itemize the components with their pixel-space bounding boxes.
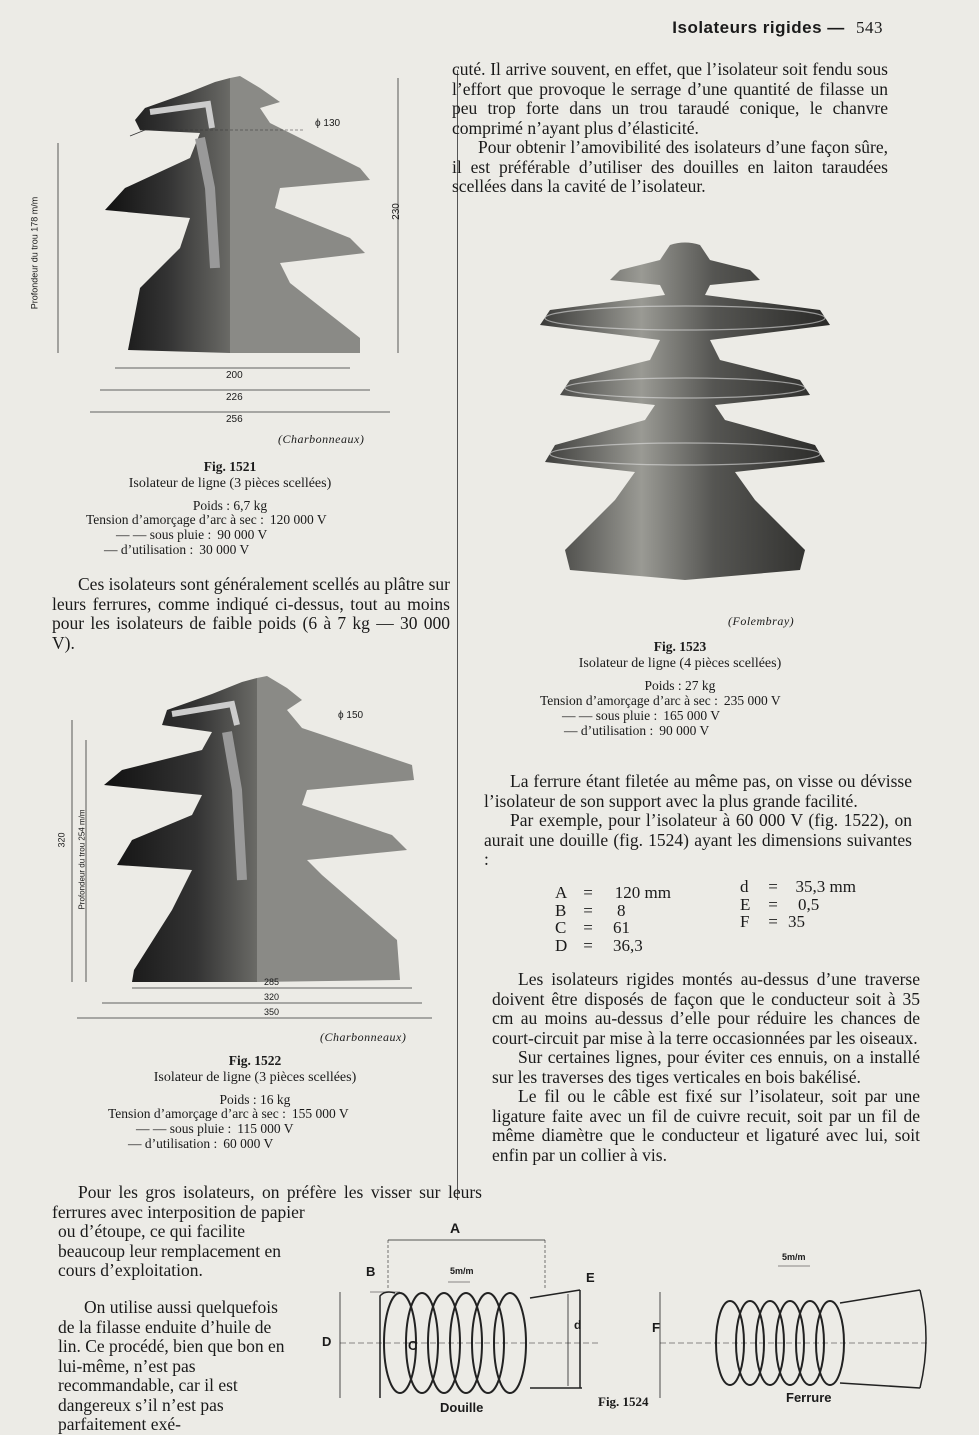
- header-title: Isolateurs rigides —: [672, 18, 845, 37]
- fig-1521-drawing: [29, 68, 420, 438]
- fig-1523-caption: [500, 638, 860, 694]
- spec-row: Tension d’amorçage d’arc à sec : 235 000 V: [540, 693, 781, 708]
- dimension-row: E = 0,5: [740, 894, 820, 914]
- insulator-photo-1523: [520, 240, 850, 610]
- dim-phi-1522: ϕ 150: [338, 710, 364, 721]
- fig-1522-spec: [108, 1106, 349, 1151]
- dim-depth-1521: Profondeur du trou 178 m/m: [29, 196, 40, 310]
- fig-1522-label: Fig. 1522: [228, 1053, 282, 1068]
- fig-1522-poids: Poids : 16 kg: [219, 1092, 291, 1107]
- fig-1524-drawing: [300, 1218, 940, 1418]
- paragraph-gros-isolateurs: Pour les gros isolateurs, on préfère les visser sur leurs ferrures avec interposition de papier: [52, 1182, 482, 1222]
- dim-w3-1522: 350: [264, 1007, 280, 1017]
- spec-row: — d’utilisation : 60 000 V: [128, 1136, 274, 1151]
- insulator-section-1522: [62, 670, 447, 1030]
- dim-w1-1521: 200: [226, 370, 243, 381]
- fig-1522-source: (Charbonneaux): [320, 1030, 407, 1044]
- spec-row: — — sous pluie : 90 000 V: [116, 527, 268, 542]
- spec-row: Tension d’amorçage d’arc à sec : 120 000 V: [86, 512, 327, 527]
- spec-row: — — sous pluie : 165 000 V: [562, 708, 721, 723]
- dim-w2-1521: 226: [226, 392, 243, 403]
- dim-w3-1521: 256: [226, 414, 243, 425]
- label-ferrure: Ferrure: [786, 1390, 832, 1405]
- douille-ferrure-drawing: [300, 1218, 940, 1418]
- dimension-row: A = 120 mm: [555, 883, 671, 902]
- fig-1523-poids: Poids : 27 kg: [644, 678, 716, 693]
- fig-1523-spec: [540, 693, 781, 738]
- fig-1523-title: Isolateur de ligne (4 pièces scellées): [578, 656, 782, 671]
- pitch-ferrure: 5m/m: [782, 1252, 806, 1262]
- dimension-row: D = 36,3: [555, 935, 643, 955]
- paragraph-ferrure: La ferrure étant filetée au même pas, on visse ou dévisse l’isolateur de son support avec la plus grande facilité. Par exemple, pour l’isolateur à 60 000 V (fig. 1522), on aurait une douille (fig. 1524) ayant les dimensions suivantes :: [484, 771, 912, 869]
- dim-F: F: [652, 1320, 660, 1335]
- dim-B: B: [366, 1264, 376, 1279]
- dimension-row: F = 35: [740, 912, 805, 931]
- dim-C: C: [408, 1338, 418, 1353]
- paragraph-traverse: Les isolateurs rigides montés au-dessus d’une traverse doivent être disposés de façon que le conducteur soit à 35 cm au moins au-dessus d’elle pour réduire les chances de court-circuit par mise à la terre occasionnées par les oiseaux. Sur certaines lignes, pour éviter ces ennuis, on a installé sur les traverses des tiges verticales en bois bakélisé. Le fil ou le câble est fixé sur l’isolateur, soit par une ligature faite avec un fil de cuivre recuit, soit par un fil de même diamètre que le conducteur et ligaturé avec lui, soit enfin par un collier à vis.: [492, 969, 920, 1165]
- fig-1521-poids: Poids : 6,7 kg: [192, 498, 268, 513]
- dim-d: d: [574, 1318, 582, 1332]
- fig-1523-photo: [520, 240, 850, 610]
- fig-1522-drawing: [56, 670, 447, 1030]
- fig-1523-source: (Folembray): [728, 614, 795, 628]
- spec-row: Tension d’amorçage d’arc à sec : 155 000 V: [108, 1106, 349, 1121]
- dim-w2-1522: 320: [264, 992, 280, 1002]
- fig-1522-caption: [60, 1052, 450, 1108]
- dim-E: E: [586, 1270, 595, 1285]
- fig-1521-caption: [40, 458, 420, 514]
- paragraph-etoupe: ou d’étoupe, ce qui facilite beaucoup leur remplacement en cours d’exploitation.: [58, 1221, 282, 1280]
- dim-height-1521: 230: [390, 203, 402, 220]
- fig-1521-spec: [86, 512, 327, 557]
- dim-height-1522: 320: [56, 832, 67, 848]
- fig-1521-source: (Charbonneaux): [278, 432, 365, 446]
- label-douille: Douille: [440, 1400, 484, 1415]
- dimension-row: d = 35,3 mm: [740, 877, 856, 896]
- dim-w1-1522: 285: [264, 977, 280, 987]
- fig-1522-title: Isolateur de ligne (3 pièces scellées): [153, 1070, 357, 1085]
- spec-row: — d’utilisation : 30 000 V: [104, 542, 250, 557]
- pitch-douille: 5m/m: [450, 1266, 474, 1276]
- dimensions-left: [555, 884, 689, 954]
- dim-phi-1521: ϕ 130: [315, 118, 341, 129]
- paragraph-scelles: Ces isolateurs sont généralement scellés au plâtre sur leurs ferrures, comme indiqué ci-dessus, tout au moins pour les isolateurs de faible poids (6 à 7 kg — 30 000 V).: [52, 574, 450, 653]
- fig-1521-label: Fig. 1521: [203, 459, 257, 474]
- fig-1524-label: Fig. 1524: [598, 1394, 649, 1409]
- paragraph-cute: cuté. Il arrive souvent, en effet, que l’isolateur soit fendu sous l’effort que provoque le serrage d’une quantité de filasse un peu trop forte dans un trou taraudé conique, le chanvre comprimé n’ayant plus d’élasticité. Pour obtenir l’amovibilité des isolateurs d’une façon sûre, il est préférable d’utiliser des douilles en laiton taraudées scellées dans la cavité de l’isolateur.: [452, 59, 888, 196]
- running-header: [672, 18, 883, 38]
- insulator-section-1521: [40, 68, 420, 438]
- dim-A: A: [450, 1220, 461, 1236]
- page-number: 543: [856, 18, 883, 37]
- dimension-row: C = 61: [555, 918, 630, 937]
- column-divider: [457, 70, 458, 1200]
- dimensions-right: [740, 878, 870, 931]
- spec-row: — — sous pluie : 115 000 V: [136, 1121, 294, 1136]
- fig-1521-title: Isolateur de ligne (3 pièces scellées): [128, 476, 332, 491]
- dim-depth-1522: Profondeur du trou 254 m/m: [77, 809, 87, 910]
- dim-D: D: [322, 1334, 332, 1349]
- dimension-row: B = 8: [555, 900, 626, 920]
- paragraph-filasse: On utilise aussi quelquefois de la filasse enduite d’huile de lin. Ce procédé, bien que bon en lui-même, n’est pas recommandable, car il est dangereux s’il n’est pas parfaitement exé-: [58, 1297, 285, 1434]
- spec-row: — d’utilisation : 90 000 V: [564, 723, 710, 738]
- fig-1523-label: Fig. 1523: [653, 639, 707, 654]
